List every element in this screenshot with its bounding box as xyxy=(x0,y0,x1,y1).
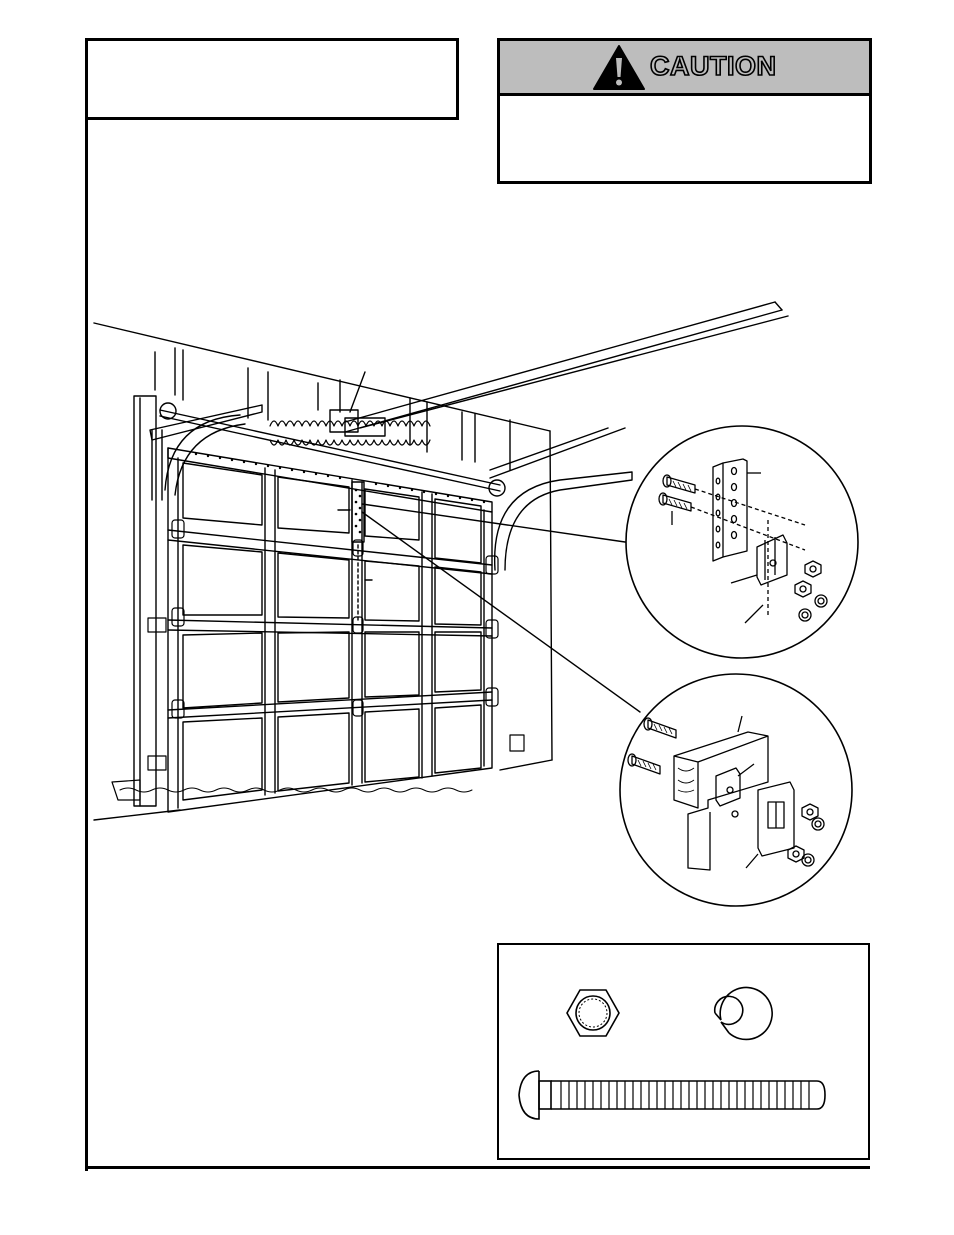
hex-nut-icon xyxy=(567,990,619,1036)
hardware-drawings xyxy=(499,945,868,1158)
lock-washer-icon xyxy=(715,987,772,1039)
caution-label: CAUTION xyxy=(650,51,777,81)
hardware-box xyxy=(497,943,870,1160)
detail-circle-strut xyxy=(625,425,865,665)
carriage-bolt-icon xyxy=(519,1071,825,1119)
detail-circle-wood xyxy=(618,672,858,912)
